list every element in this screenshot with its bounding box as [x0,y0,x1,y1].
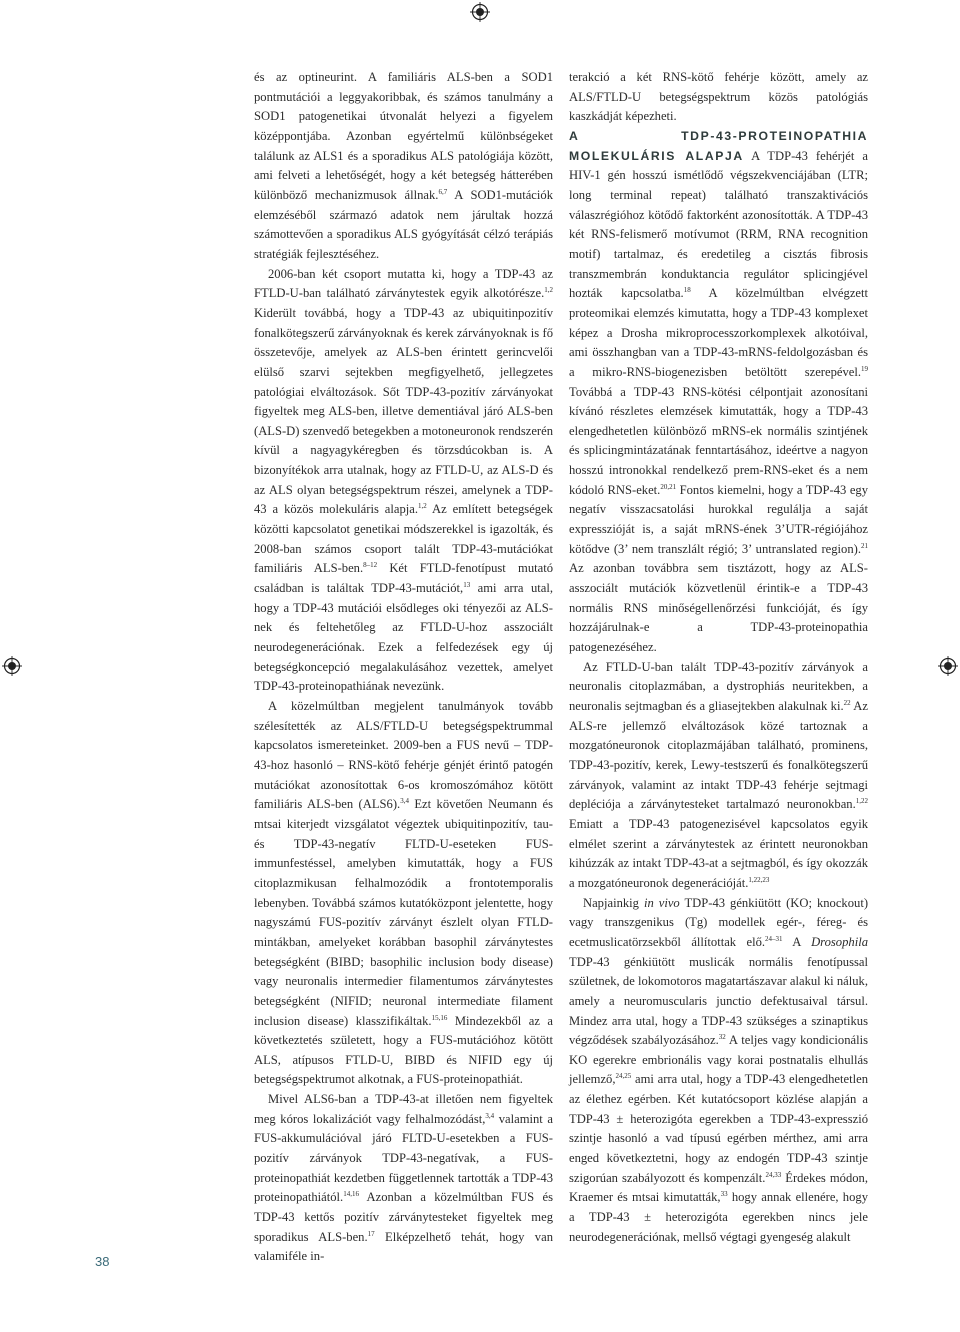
text-run: hogy annak ellenére, hogy a TDP-43 ± heterozigóta egerekben nincs jele neurodegenerációnak, mellső végtagi gyengeség alakult [569,1190,868,1244]
text-run: A TDP-43 fehérjét a HIV-1 gén hosszú ismétlődő végszekvenciájában (LTR; long terminal repeat) található transzaktivációs válaszrégióhoz kötődő faktorként azonosították. A TDP-43 két RNS-felismerő motívumot (RRM, RNA recognition motif) tartalmaz, és eredetileg a cisztás fibrosis transzmembrán konduktancia regulátor splicingjével hozták kapcsolatba. [569,148,868,301]
text-run: TDP-43 génkiütött (KO; knockout) vagy transzgenikus (Tg) modellek egér-, féreg- és ecetmuslicatörzsekből állítottak elő. [569,895,869,949]
text-run: Az ALS-re jellemző elváltozások közé tartoznak a mozgatóneuronok citoplazmájában található, prominens, TDP-43-pozitív, kerek, Lewy-testszerű és fonalkötegszerű zárványok, valamint az intakt TDP-43 fehérje sejtmagi depléciója a zárványtesteket tartalmazó neuronokban. [569,699,868,812]
text-run: Mindezekből az a következtetés született, hogy a FUS-mutációhoz kötött ALS, atípusos FTLD-U, BIBD és NIFID egy új betegségspektrumot alkotnak, a FUS-proteinopathiát. [254,1013,554,1087]
crosshair-registration-icon [2,656,22,676]
body-paragraph [569,894,868,1248]
text-run: Mivel ALS6-ban a TDP-43-at illetően nem figyeltek meg kóros lokalizációt vagy felhalmozódást, [254,1092,553,1126]
text-run: ami arra utal, hogy a TDP-43 mutációi elsődleges oki tényezői az ALS-nek és feltehetőleg az FTLD-U-hoz asszociált neurodegenerációnak. Ezek a felfedezések egy új betegségkoncepció megalakulásához vezettek, amelyet TDP-43-proteinopathiának nevezünk. [254,581,553,694]
citation-ref: 24–31 [765,934,783,943]
citation-ref: 1,22 [855,797,868,806]
text-run: Ezt követően Neumann és mtsai kiterjedt vizsgálatot végeztek ubiquitinpozitív, tau- és TDP-43-negatív FLTD-U-eseteken FUS-immunfestéssel, amelyben kimutatták, hogy a FUS citoplazmikusan felhalmozódik a frontotemporalis lebenyben. Továbbá számos kutatóközpont jelentette, hogy nagyszámú FUS-pozitív zárványt észlelt olyan FTLD-mintákban, amelyeket korábban basophil zárványtestes betegségként (BIBD; basophilic inclusion body disease) vagy neuronalis intermedier filamentumos zárványtestes betegségként (NIFID; neuronal intermediate filament inclusion disease) klasszifikáltak. [254,797,553,1028]
text-run: A teljes vagy kondicionális KO egerekre embrionális vagy korai postnatalis elhullás jellemző, [569,1033,868,1087]
text-run: A közelmúltban megjelent tanulmányok tovább szélesítették az ALS/FTLD-U betegségspektrummal kapcsolatos ismereteinket. 2009-ben a FUS nevű – TDP-43-hoz hasonló – RNS-kötő fehérje génjét érintő patogén mutációkat azonosítottak 6-os kromoszómához kötött familiáris ALS-ben (ALS6). [254,699,553,812]
body-paragraph [569,127,868,658]
citation-ref: 19 [861,364,868,373]
citation-ref: 1,2 [544,286,553,295]
italic-term: Drosophila [811,934,868,949]
text-run: Továbbá a TDP-43 RNS-kötési célpontjait azonosítani kívánó részletes elemzések kimutatták, hogy a TDP-43 elengedhetetlen különböző mRNS-ek normális szintjének és splicingmintázatának fenntartásához, ideértve a nagyon hosszú intronokkal rendelkező prem-RNS-eket és a nem kódoló RNS-eket. [569,384,868,497]
crosshair-registration-icon [470,2,490,22]
page-number: 38 [95,1254,110,1269]
text-run: ami arra utal, hogy a TDP-43 elengedhetetlen az élethez egérben. Két kutatócsoport közlése alapján a TDP-43 ± heterozigóta egerekben a TDP-43-expresszió szintje hasonló a vad típusú egérben mérthez, ami arra enged következtetni, hogy az endogén TDP-43 szintje szigorúan szabályozott és kompenzált. [569,1072,868,1185]
text-run: valamint a FUS-akkumulációval járó FLTD-U-esetekben a FUS-pozitív zárványok TDP-43-negatívak, a FUS-proteinopathiát kezdetben függetlennek tartották a TDP-43 proteinopathiától. [254,1111,553,1205]
crosshair-registration-icon [938,656,958,676]
text-run: Az említett betegségek közötti kapcsolatot genetikai módszerekkel is igazolták, és 2008-ban számos csoport talált TDP-43-mutációkat familiáris ALS-ben. [254,502,553,576]
text-run: Az FTLD-U-ban talált TDP-43-pozitív zárványok a neuronalis citoplazmában, a dystrophiás neuritekben, a neuronalis sejtmagban és a gliasejtekben alakulnak ki. [569,659,868,713]
text-run: terakció a két RNS-kötő fehérje között, amely az ALS/FTLD-U betegségspektrum közös patológiás kaszkádját képezheti. [569,70,868,124]
citation-ref: 18 [683,286,691,295]
citation-ref: 3,4 [400,797,409,806]
body-paragraph [569,68,868,127]
citation-ref: 33 [720,1190,728,1199]
text-run: Fontos kiemelni, hogy a TDP-43 egy negatív visszacsatolási hurokkal regulálja a saját expresszióját is, a saját mRNS-ének 3’UTR-régiójához kötődve (3’ nem transzlált régió; 3’ untranslated region). [569,482,868,556]
citation-ref: 14,16 [343,1190,359,1199]
text-run: TDP-43 génkiütött muslicák normális fenotípussal születnek, de lokomotoros magatartászavar alakul ki náluk, amely a neuromuscularis junctio defektusaival társul. Mindez arra utal, hogy a TDP-43 szükséges a szinaptikus végződések szabályozásához. [569,954,868,1048]
citation-ref: 13 [463,581,471,590]
text-run: Elképzelhető tehát, hogy van valamiféle in- [254,1229,553,1264]
italic-term: in vivo [643,895,680,910]
citation-ref: 22 [843,699,851,707]
citation-ref: 17 [367,1229,375,1238]
citation-ref: 1,22,23 [748,875,770,884]
citation-ref: 3,4 [485,1111,495,1120]
section-heading: A TDP-43-PROTEINOPATHIA MOLEKULÁRIS ALAPJA [569,128,868,163]
text-run: Két FTLD-fenotípust mutató családban is találtak TDP-43-mutációt, [254,561,553,596]
body-paragraph [254,1090,553,1267]
text-run: Azonban a közelmúltban FUS és TDP-43 kettős pozitív zárványtesteket figyeltek meg sporadikus ALS-ben. [254,1190,553,1244]
citation-ref: 32 [718,1033,726,1042]
text-run: A közelmúltban elvégzett proteomikai elemzés kimutatta, hogy a TDP-43 komplexet képez a Drosha mikroprocesszorkomplexek alkotóival, ami összhangban van a TDP-43-mRNS-feldolgozásban és a mikro-RNS-biogenezisben betöltött szerepével. [569,286,868,379]
text-run: 2006-ban két csoport mutatta ki, hogy a TDP-43 az FTLD-U-ban található zárványtestek egyik alkotórésze. [254,266,553,301]
text-run: Emiatt a TDP-43 patogenezisével kapcsolatos egyik elmélet szerint a zárványtestek az érintett neuronokban kihúzzák az intakt TDP-43-at a sejtmagból, és így okozzák a mozgatóneuronok degenerációját. [569,816,868,890]
text-run: Érdekes módon, Kraemer és mtsai kimutatták, [569,1170,868,1205]
right-text-column [569,68,868,1247]
text-run: Napjainkig [583,895,644,910]
body-paragraph [569,658,868,894]
left-text-column [254,68,553,1267]
citation-ref: 21 [861,541,868,550]
text-run: A [782,934,812,949]
citation-ref: 6,7 [438,187,448,196]
text-run: A SOD1-mutációk elemzéséből származó adatok nem járultak hozzá számottevően a sporadikus ALS gyógyítását célzó terápiás stratégiák fejlesztéséhez. [254,187,553,261]
citation-ref: 8–12 [363,561,378,570]
text-run: Kiderült továbbá, hogy a TDP-43 az ubiquitinpozitív fonalkötegszerű zárványoknak és kerek zárványoknak is fő összetevője, amelyek az ALS-ben érintett gerincvelői elülső szarvi sejtekben megfigyelhető, jellegzetes patológiai elváltozások. Sőt TDP-43-pozitív zárványokat figyeltek meg ALS-ben, illetve dementiával járó ALS-ben (ALS-D) szenvedő betegekben a motoneuronok rendszerén kívül a nagyagykéregben és törzsdúcokban is. A bizonyítékok arra utalnak, hogy az FTLD-U, az ALS-D és az ALS olyan betegségspektrum részei, amelynek a TDP-43 a közös molekuláris alapja. [254,305,553,517]
citation-ref: 20,21 [660,482,677,491]
text-run: Az azonban továbbra sem tisztázott, hogy az ALS-asszociált mutációk közvetlenül érintik-e a TDP-43 normális RNS minőségellenőrzési funkcióját, és így hozzájárulnak-e a TDP-43-proteinopathia patogenezéséhez. [569,561,868,655]
citation-ref: 1,2 [418,502,427,511]
citation-ref: 24,33 [765,1170,782,1179]
body-paragraph [254,68,553,265]
citation-ref: 15,16 [431,1013,448,1022]
citation-ref: 24,25 [615,1072,632,1081]
body-paragraph [254,697,553,1090]
text-run: és az optineurint. A familiáris ALS-ben a SOD1 pontmutációi a leggyakoribbak, és számos tanulmány a SOD1 patogenetikai útvonalát helyezi a figyelem középpontjába. Azonban egyértelmű különbségeket találunk az ALS1 és a sporadikus ALS patológiája között, ami felveti a lehetőségét, hogy a két betegség hátterében különböző mechanizmusok állnak. [254,70,553,202]
body-paragraph [254,265,553,697]
